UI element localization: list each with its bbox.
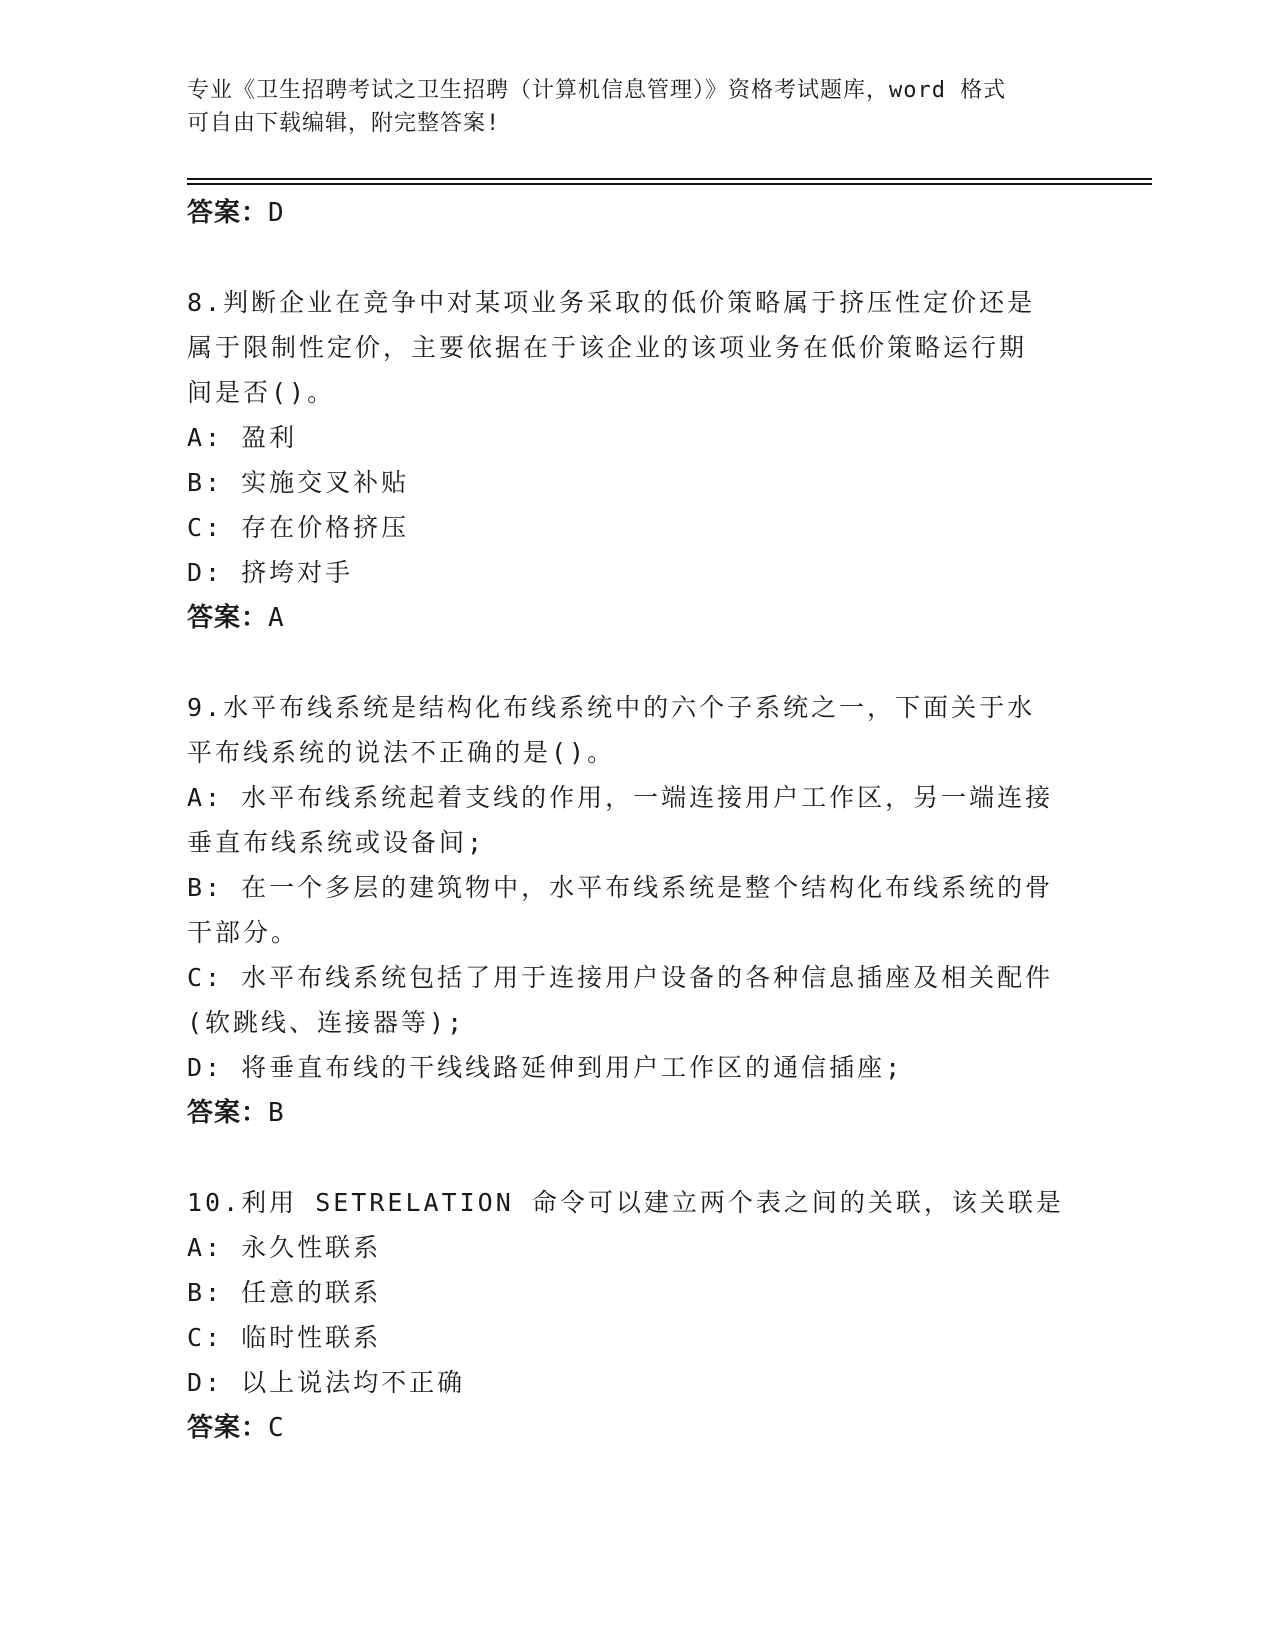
answer-label: 答案： [187,1413,269,1443]
option-b-cont: 干部分。 [187,918,300,947]
question-9 [187,685,1087,1136]
option-a-cont: 垂直布线系统或设备间; [187,828,486,857]
question-text-line: 属于限制性定价，主要依据在于该企业的该项业务在低价策略运行期 [187,333,1028,362]
option-b: B: 在一个多层的建筑物中，水平布线系统是整个结构化布线系统的骨 [187,873,1054,902]
question-10 [187,1180,1087,1451]
header-line-1: 专业《卫生招聘考试之卫生招聘（计算机信息管理）》资格考试题库，word 格式 [187,78,1007,103]
option-c: C: 临时性联系 [187,1323,382,1352]
question-8 [187,280,1087,641]
question-text-line: 8.判断企业在竞争中对某项业务采取的低价策略属于挤压性定价还是 [187,288,1036,317]
answer-label: 答案： [187,1098,269,1128]
option-a: A: 水平布线系统起着支线的作用，一端连接用户工作区，另一端连接 [187,783,1054,812]
option-c: C: 存在价格挤压 [187,513,410,542]
header-rule-bottom [187,183,1152,185]
document-header [187,74,1067,140]
question-text-line: 间是否()。 [187,378,336,407]
header-rule-top [187,178,1152,180]
option-b: B: 实施交叉补贴 [187,468,410,497]
question-text-line: 9.水平布线系统是结构化布线系统中的六个子系统之一，下面关于水 [187,693,1036,722]
option-d: D: 挤垮对手 [187,558,354,587]
header-line-2: 可自由下载编辑，附完整答案! [187,111,501,136]
answer-value: A [268,603,285,633]
option-a: A: 盈利 [187,423,298,452]
option-d: D: 将垂直布线的干线线路延伸到用户工作区的通信插座; [187,1053,904,1082]
option-c: C: 水平布线系统包括了用于连接用户设备的各种信息插座及相关配件 [187,963,1054,992]
answer-value: C [268,1413,285,1443]
option-a: A: 永久性联系 [187,1233,382,1262]
answer-label: 答案： [187,198,269,228]
answer-label: 答案： [187,603,269,633]
question-list [187,190,1087,1451]
answer-line [187,595,1087,641]
option-b: B: 任意的联系 [187,1278,382,1307]
question-text-line: 平布线系统的说法不正确的是()。 [187,738,616,767]
answer-line [187,1405,1087,1451]
question-text-line: 10.利用 SETRELATION 命令可以建立两个表之间的关联，该关联是 [187,1188,1064,1217]
answer-line-prev [187,190,1087,236]
answer-value: B [268,1098,285,1128]
answer-line [187,1090,1087,1136]
option-c-cont: (软跳线、连接器等); [187,1008,466,1037]
answer-value: D [268,198,285,228]
option-d: D: 以上说法均不正确 [187,1368,466,1397]
